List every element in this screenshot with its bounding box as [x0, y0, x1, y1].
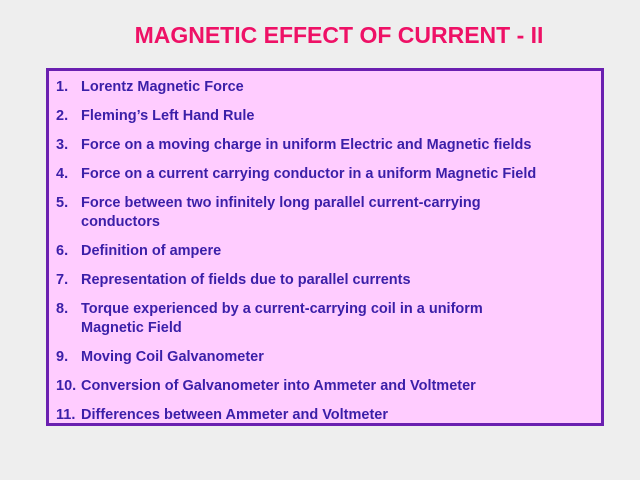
item-number: 9.	[56, 349, 69, 365]
item-text-continued: conductors	[81, 214, 160, 230]
item-number: 10.	[56, 378, 77, 394]
item-text: Definition of ampere	[81, 243, 222, 259]
item-text: Fleming’s Left Hand Rule	[81, 108, 255, 124]
item-text: Force on a current carrying conductor in a uniform Magnetic Field	[81, 166, 537, 182]
item-text: Force between two infinitely long parallel current-carrying	[81, 195, 481, 211]
list-item	[56, 78, 597, 97]
item-text: Force on a moving charge in uniform Electric and Magnetic fields	[81, 137, 532, 153]
topics-box	[46, 68, 604, 426]
list-item	[56, 165, 597, 184]
item-number: 11.	[56, 407, 76, 423]
item-number: 3.	[56, 137, 69, 153]
list-item	[56, 406, 597, 425]
item-number: 1.	[56, 79, 69, 95]
topics-list	[56, 78, 597, 435]
item-number: 8.	[56, 301, 69, 317]
item-text: Conversion of Galvanometer into Ammeter and Voltmeter	[81, 378, 476, 394]
list-item	[56, 107, 597, 126]
item-number: 4.	[56, 166, 69, 182]
list-item	[56, 377, 597, 396]
item-text-continued: Magnetic Field	[81, 320, 182, 336]
list-item	[56, 136, 597, 155]
list-item	[56, 300, 597, 338]
item-number: 2.	[56, 108, 69, 124]
item-number: 6.	[56, 243, 69, 259]
item-number: 7.	[56, 272, 69, 288]
item-text: Lorentz Magnetic Force	[81, 79, 244, 95]
item-text: Torque experienced by a current-carrying coil in a uniform	[81, 301, 483, 317]
slide-title: MAGNETIC EFFECT OF CURRENT - II	[134, 22, 544, 48]
item-text: Representation of fields due to parallel currents	[81, 272, 411, 288]
item-number: 5.	[56, 195, 69, 211]
list-item	[56, 271, 597, 290]
item-text: Moving Coil Galvanometer	[81, 349, 264, 365]
list-item	[56, 194, 597, 232]
item-text: Differences between Ammeter and Voltmeter	[81, 407, 389, 423]
list-item	[56, 348, 597, 367]
list-item	[56, 242, 597, 261]
